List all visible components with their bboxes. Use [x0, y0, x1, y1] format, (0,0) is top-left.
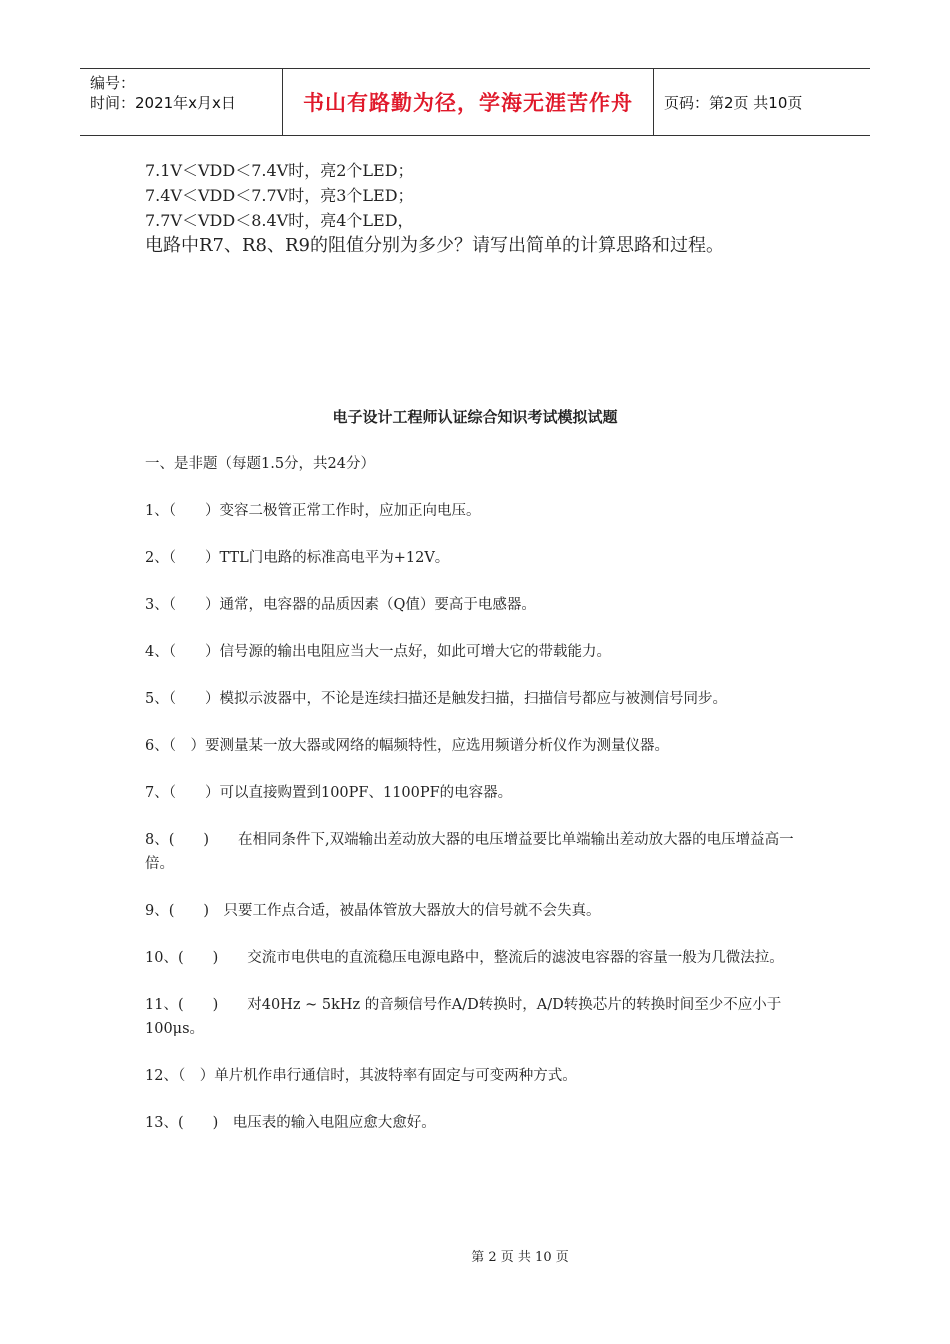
intro-line: 7.7V＜VDD＜8.4V时，亮4个LED， — [145, 211, 414, 230]
question-item: 5、（ ）模拟示波器中，不论是连续扫描还是触发扫描，扫描信号都应与被测信号同步。 — [145, 691, 727, 707]
header-motto-cell — [282, 69, 654, 135]
header-page-info: 页码：第2页 共10页 — [664, 93, 803, 112]
question-item: 2、（ ）TTL门电路的标准高电平为+12V。 — [145, 550, 450, 566]
intro-line: 7.4V＜VDD＜7.7V时，亮3个LED； — [145, 186, 414, 205]
question-item: 10、( ) 交流市电供电的直流稳压电源电路中，整流后的滤波电容器的容量一般为几微法拉。 — [145, 950, 784, 966]
question-item: 3、（ ）通常，电容器的品质因素（Q值）要高于电感器。 — [145, 597, 536, 613]
question-item: 11、( ) 对40Hz ~ 5kHz 的音频信号作A/D转换时，A/D转换芯片的转换时间至少不应小于100μs。 — [145, 997, 782, 1037]
question-item: 1、（ ）变容二极管正常工作时，应加正向电压。 — [145, 503, 481, 519]
question-item: 7、（ ）可以直接购置到100PF、1100PF的电容器。 — [145, 785, 513, 801]
time-label: 时间：2021年x月x日 — [90, 94, 236, 112]
page-footer: 第 2 页 共 10 页 — [471, 1250, 569, 1265]
question-item: 12、（ ）单片机作串行通信时，其波特率有固定与可变两种方式。 — [145, 1068, 577, 1084]
exam-title: 电子设计工程师认证综合知识考试模拟试题 — [332, 408, 618, 426]
question-item: 13、( ) 电压表的输入电阻应愈大愈好。 — [145, 1115, 436, 1131]
header-meta — [80, 69, 282, 135]
header-motto: 书山有路勤为径，学海无涯苦作舟 — [303, 91, 633, 115]
page-header — [80, 68, 870, 136]
intro-line: 7.1V＜VDD＜7.4V时，亮2个LED； — [145, 161, 414, 180]
question-item: 4、（ ）信号源的输出电阻应当大一点好，如此可增大它的带载能力。 — [145, 644, 611, 660]
question-item: 6、（ ）要测量某一放大器或网络的幅频特性，应选用频谱分析仪作为测量仪器。 — [145, 738, 669, 754]
question-item: 8、( ) 在相同条件下,双端输出差动放大器的电压增益要比单端输出差动放大器的电压增益高一倍。 — [145, 832, 794, 872]
intro-question: 电路中R7、R8、R9的阻值分别为多少？请写出简单的计算思路和过程。 — [145, 235, 725, 256]
section-heading: 一、是非题（每题1.5分，共24分） — [145, 456, 376, 472]
question-item: 9、( ) 只要工作点合适，被晶体管放大器放大的信号就不会失真。 — [145, 903, 601, 919]
intro-block — [145, 158, 724, 259]
number-label: 编号： — [90, 74, 136, 92]
question-list — [145, 452, 805, 1158]
